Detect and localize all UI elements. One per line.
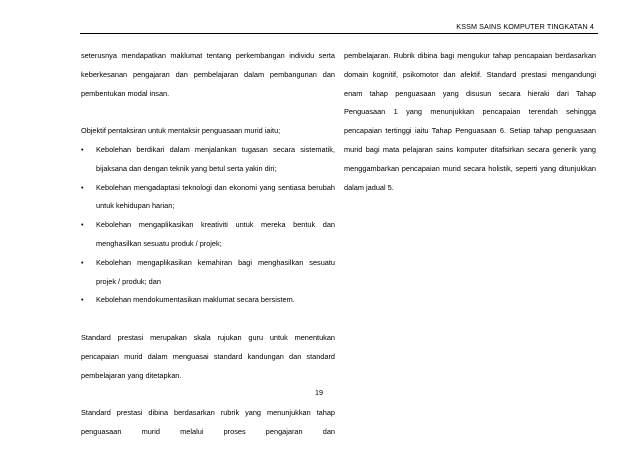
- left-paragraph-2: Standard prestasi merupakan skala rujukan guru untuk menentukan pencapaian murid dalam menguasai standard kandungan dan standard pembelajaran yang ditetapkan.: [81, 332, 335, 380]
- bullet-icon: •: [81, 295, 84, 305]
- list-item-text: Kebolehan mengaplikasikan kreativiti untuk mereka bentuk dan menghasilkan sesuatu produk / projek;: [96, 220, 335, 248]
- list-item: [81, 141, 335, 179]
- objective-list: [81, 141, 335, 310]
- bullet-icon: •: [81, 220, 84, 230]
- bullet-icon: •: [81, 144, 84, 154]
- paragraph-gap: [81, 103, 335, 122]
- list-item-text: Kebolehan berdikari dalam menjalankan tugasan secara sistematik, bijaksana dan dengan teknik yang betul serta yakin diri;: [96, 144, 335, 173]
- left-paragraph-3: Standard prestasi dibina berdasarkan rubrik yang menunjukkan tahap penguasaan murid melalui proses pengajaran dan: [81, 408, 335, 436]
- list-item: [81, 179, 335, 217]
- list-item: [81, 254, 335, 292]
- list-item: [81, 216, 335, 254]
- left-paragraph-1: seterusnya mendapatkan maklumat tentang perkembangan individu serta keberkesanan pengajaran dan pembelajaran dalam pembangunan dan pembentukan modal insan.: [81, 51, 335, 98]
- right-paragraph-1: pembelajaran. Rubrik dibina bagi mengukur tahap pencapaian berdasarkan domain kognitif, psikomotor dan afektif. Standard prestasi mengandungi enam tahap penguasaan yang disusun secara hieraki dari Tahap Penguasaan 1 yang menunjukkan pencapaian terendah sehingga pencapaian tertinggi iaitu Tahap Penguasaan 6. Setiap tahap penguasaan murid bagi mata pelajaran sains komputer ditafsirkan secara generik yang menggambarkan pencapaian murid secara holistik, seperti yang ditunjukkan dalam jadual 5.: [344, 51, 596, 192]
- objective-intro: Objektif pentaksiran untuk mentaksir penguasaan murid iaitu;: [81, 126, 281, 136]
- list-item-text: Kebolehan mengaplikasikan kemahiran bagi menghasilkan sesuatu projek / produk; dan: [96, 257, 335, 286]
- running-header: KSSM SAINS KOMPUTER TINGKATAN 4: [456, 22, 594, 31]
- list-item: [81, 291, 335, 310]
- left-column: [81, 47, 335, 442]
- bullet-icon: •: [81, 182, 84, 192]
- list-item-text: Kebolehan mengadaptasi teknologi dan ekonomi yang sentiasa berubah untuk kehidupan harian;: [96, 182, 335, 211]
- header-rule: [80, 33, 598, 34]
- bullet-icon: •: [81, 257, 84, 267]
- paragraph-gap: [81, 310, 335, 329]
- page-number: 19: [315, 388, 323, 397]
- list-item-text: Kebolehan mendokumentasikan maklumat secara bersistem.: [96, 295, 295, 305]
- right-column: [344, 47, 596, 197]
